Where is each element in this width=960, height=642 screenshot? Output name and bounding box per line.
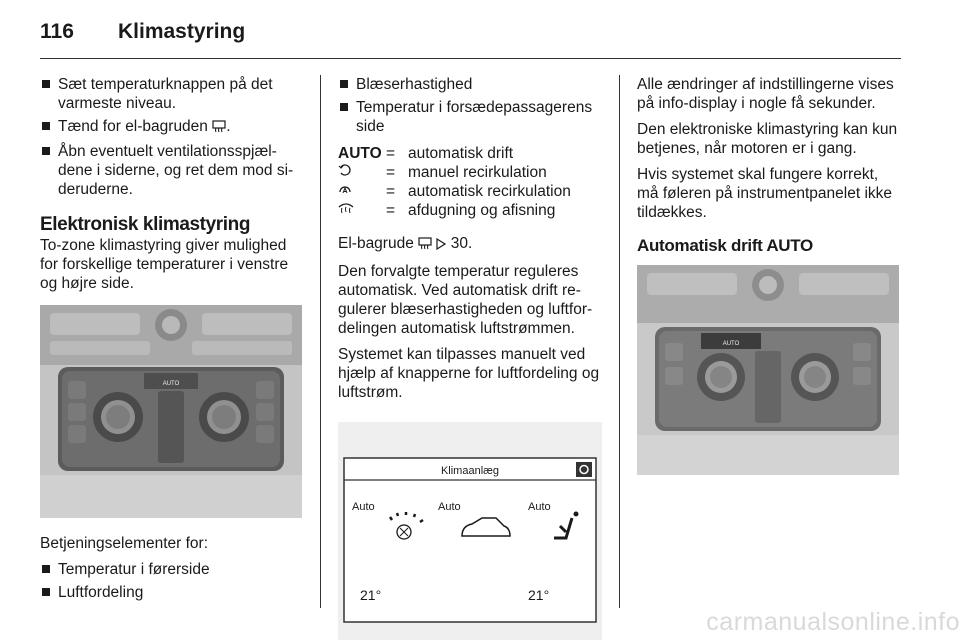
- controls-intro: Betjeningselementer for:: [40, 535, 209, 552]
- bullet-item: Temperatur i førerside: [40, 560, 302, 579]
- bullet-item: Åbn eventuelt ventilationsspjæl-dene i siderne, og ret dem mod si-deruderne.: [40, 142, 302, 199]
- auto-description: Den forvalgte temperatur reguleres automatisk. Ved automatisk drift re-gulerer blæserhastigheden og luftfor-delingen automatisk luftstrømmen.: [338, 263, 593, 337]
- auto-label-fan: Auto: [352, 501, 375, 513]
- rear-window-reference: El-bagrude 30.: [338, 234, 602, 255]
- info-display-illustration: [338, 422, 602, 640]
- manual-recirculation-icon: [338, 163, 352, 177]
- section-heading: Elektronisk klimastyring: [40, 214, 251, 235]
- display-title: Klimaanlæg: [440, 465, 500, 477]
- rear-window-heater-icon: [418, 236, 432, 255]
- temperature-left: 21°: [360, 587, 382, 603]
- column-2: [338, 75, 602, 640]
- watermark: carmanualsonline.info: [706, 608, 960, 636]
- definition-row: = manuel recirkulation: [338, 163, 602, 182]
- page-number: 116: [40, 20, 74, 43]
- auto-recirculation-icon: [338, 182, 352, 196]
- panel-auto-label: AUTO: [722, 341, 740, 347]
- temperature-right: 21°: [528, 587, 550, 603]
- climate-panel-photo: [40, 305, 302, 518]
- column-1: [40, 75, 302, 606]
- rear-window-heater-icon: [212, 119, 226, 138]
- bullet-item: Luftfordeling: [40, 583, 302, 602]
- manual-description: Systemet kan tilpasses manuelt ved hjælp af knapperne for luftfordeling og luftstrøm.: [338, 346, 600, 401]
- display-note: Alle ændringer af indstillingerne vises på info-display i nogle få sekunder.: [637, 76, 894, 112]
- column-3: [637, 75, 903, 491]
- header-rule: [40, 58, 901, 59]
- page-reference-link[interactable]: 30.: [450, 235, 473, 252]
- intro-paragraph: To-zone klimastyring giver mulighed for forskellige temperaturer i venstre og højre side.: [40, 237, 289, 292]
- definition-row: = automatisk recirkulation: [338, 182, 602, 201]
- defrost-icon: [338, 201, 354, 215]
- column-divider: [320, 75, 321, 608]
- engine-note: Den elektroniske klimastyring kan kun betjenes, når motoren er i gang.: [637, 121, 898, 157]
- auto-button-photo: [637, 265, 899, 475]
- definition-row: AUTO = automatisk drift: [338, 145, 514, 162]
- symbol-definitions: [338, 144, 602, 220]
- settings-icon[interactable]: [576, 462, 592, 477]
- bullet-item: Sæt temperaturknappen på det varmeste niveau.: [40, 75, 302, 113]
- sensor-note: Hvis systemet skal fungere korrekt, må føleren på instrumentpanelet ikke tildækkes.: [637, 166, 893, 221]
- auto-label-seat: Auto: [528, 501, 551, 513]
- bullet-item: Tænd for el-bagruden .: [40, 117, 302, 138]
- bullet-item: Temperatur i forsædepassagerens side: [338, 98, 602, 136]
- page-reference-arrow-icon[interactable]: [436, 236, 446, 255]
- definition-row: = afdugning og afisning: [338, 201, 602, 220]
- panel-auto-label: AUTO: [162, 381, 180, 387]
- chapter-title: Klimastyring: [118, 20, 246, 43]
- column-divider: [619, 75, 620, 608]
- bullet-item: Blæserhastighed: [338, 75, 602, 94]
- auto-label-distribution: Auto: [438, 501, 461, 513]
- page-header: [40, 18, 920, 58]
- section-heading: Automatisk drift AUTO: [637, 236, 813, 255]
